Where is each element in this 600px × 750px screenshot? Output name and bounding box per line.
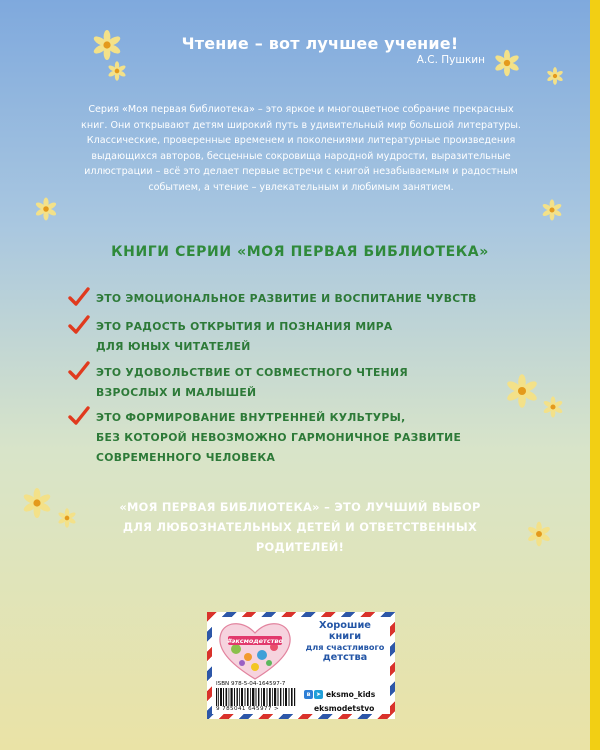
daisy-flower-icon <box>33 196 59 222</box>
publisher-sticker <box>207 612 395 719</box>
series-description: Серия «Моя первая библиотека» – это яркое и многоцветное собрание прекрасных книг. Они открывают детям широкий путь в удивительный мир большой литературы. Классические, проверенные временем и поколениями литературные произведения выдающихся авторов, бесценные сокровища народной мудрости, выразительные иллюстрации – всё это делает первые встречи с книгой незабываемым и радостным событием, а чтение – увлекательным и любимым занятием. <box>81 104 521 193</box>
series-heading: КНИГИ СЕРИИ «МОЯ ПЕРВАЯ БИБЛИОТЕКА» <box>111 244 489 260</box>
conclusion-slogan: «МОЯ ПЕРВАЯ БИБЛИОТЕКА» – ЭТО ЛУЧШИЙ ВЫБОР ДЛЯ ЛЮБОЗНАТЕЛЬНЫХ ДЕТЕЙ И ОТВЕТСТВЕННЫХ РОДИТЕЛЕЙ! <box>119 500 481 554</box>
slogan-line: детства <box>322 651 368 663</box>
social-label: eksmo_kids <box>326 689 376 699</box>
barcode-icon <box>216 688 296 706</box>
book-spine-edge <box>590 0 600 750</box>
check-mark-icon <box>68 315 90 335</box>
daisy-flower-icon <box>540 198 564 222</box>
slogan-line: для счастливого <box>305 642 385 652</box>
benefit-text: ЭТО ЭМОЦИОНАЛЬНОЕ РАЗВИТИЕ И ВОСПИТАНИЕ ЧУВСТВ <box>96 292 477 305</box>
heart-logo-icon <box>214 619 296 683</box>
daisy-flower-icon <box>492 48 522 78</box>
barcode-digits: 9 785041 645977 > <box>216 706 280 712</box>
daisy-flower-icon <box>545 66 565 86</box>
social-handle-kids <box>304 689 375 699</box>
slogan-line: Хорошие <box>319 620 371 631</box>
benefit-text: ЭТО УДОВОЛЬСТВИЕ ОТ СОВМЕСТНОГО ЧТЕНИЯ ВЗРОСЛЫХ И МАЛЫШЕЙ <box>96 366 408 399</box>
benefit-text: ЭТО РАДОСТЬ ОТКРЫТИЯ И ПОЗНАНИЯ МИРА ДЛЯ ЮНЫХ ЧИТАТЕЛЕЙ <box>96 320 393 353</box>
daisy-flower-icon <box>90 28 124 62</box>
brand-hashtag: #эксмодетство <box>226 637 284 645</box>
social-label: eksmodetstvo <box>314 703 375 713</box>
sticker-content <box>212 617 390 714</box>
daisy-flower-icon <box>106 60 128 82</box>
check-mark-icon <box>68 406 90 426</box>
epigraph-author: А.С. Пушкин <box>416 54 485 66</box>
isbn-number: ISBN 978-5-04-164597-7 <box>216 681 286 687</box>
telegram-icon: ➤ <box>315 690 322 698</box>
check-mark-icon <box>68 287 90 307</box>
check-mark-icon <box>68 361 90 381</box>
sticker-slogan <box>304 621 386 663</box>
epigraph-quote: Чтение – вот лучшее учение! <box>181 34 459 53</box>
slogan-line: книги <box>328 630 362 642</box>
daisy-flower-icon <box>20 486 54 520</box>
vk-icon: в <box>304 690 313 699</box>
benefit-text: ЭТО ФОРМИРОВАНИЕ ВНУТРЕННЕЙ КУЛЬТУРЫ, БЕЗ КОТОРОЙ НЕВОЗМОЖНО ГАРМОНИЧНОЕ РАЗВИТИЕ СОВРЕМЕННОГО ЧЕЛОВЕКА <box>96 411 462 464</box>
social-handle-detstvo <box>304 703 374 713</box>
